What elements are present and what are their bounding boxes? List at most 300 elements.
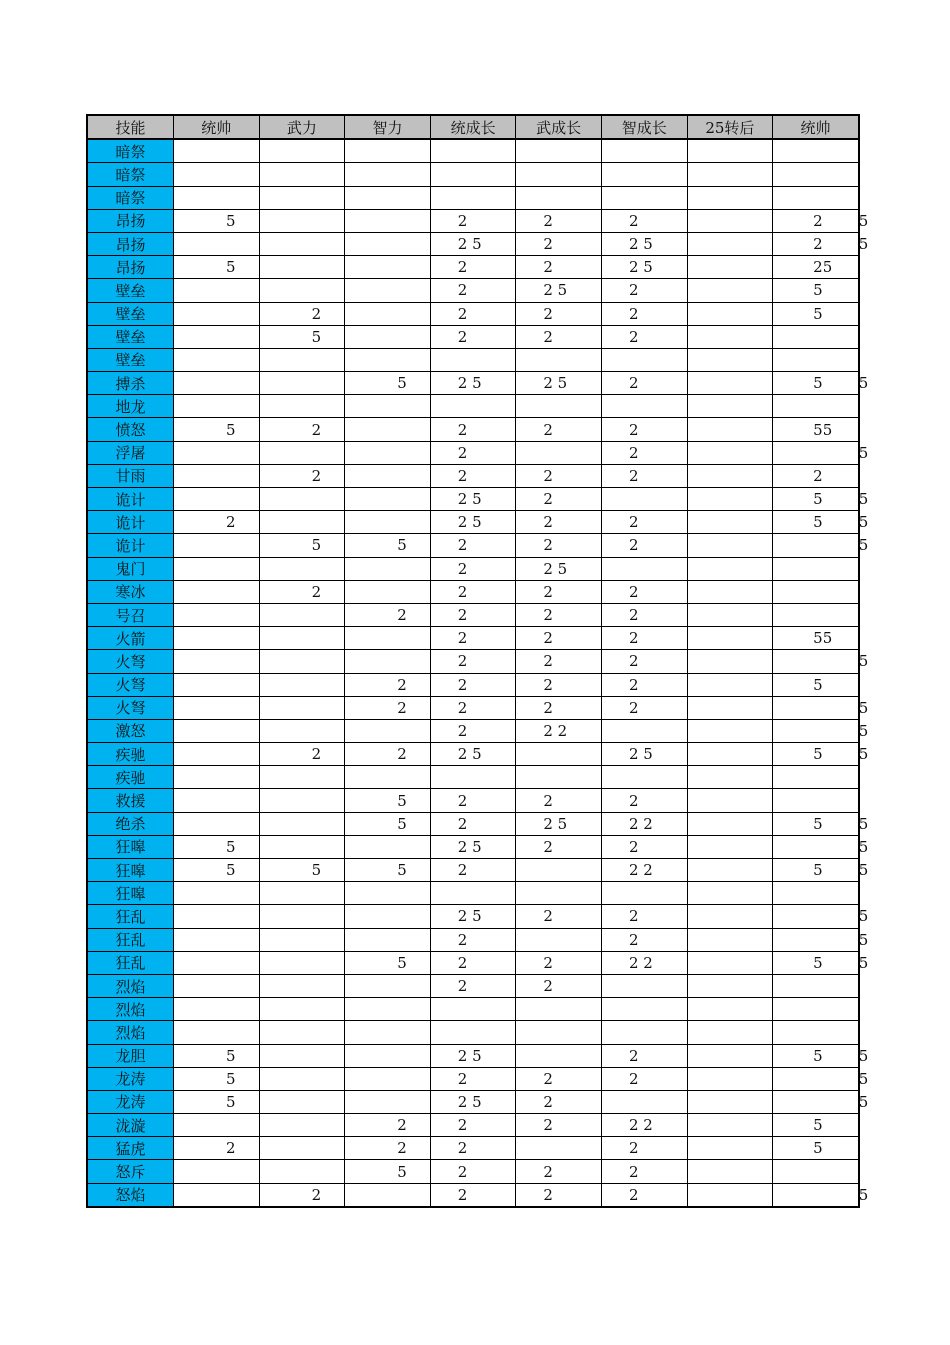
value-cell[interactable]: [687, 998, 773, 1021]
value-cell[interactable]: [687, 256, 773, 279]
skill-name-cell[interactable]: 鬼门: [87, 557, 174, 580]
value-cell[interactable]: [345, 325, 431, 348]
value-cell[interactable]: [174, 1044, 260, 1067]
value-cell[interactable]: [259, 882, 345, 905]
value-cell[interactable]: [773, 209, 869, 232]
value-cell[interactable]: [687, 928, 773, 951]
value-cell[interactable]: [687, 1067, 773, 1090]
value-cell[interactable]: [687, 395, 773, 418]
value-cell[interactable]: [687, 1021, 773, 1044]
value-cell[interactable]: [687, 1114, 773, 1137]
value-cell[interactable]: [345, 511, 431, 534]
value-cell[interactable]: [516, 1044, 602, 1067]
value-cell[interactable]: [259, 418, 345, 441]
value-cell[interactable]: [601, 1114, 687, 1137]
value-cell[interactable]: [601, 998, 687, 1021]
value-cell[interactable]: [773, 928, 869, 951]
value-cell[interactable]: [430, 696, 516, 719]
value-cell[interactable]: [174, 511, 260, 534]
value-cell[interactable]: [773, 719, 869, 742]
skill-name-cell[interactable]: 烈焰: [87, 998, 174, 1021]
value-cell[interactable]: [516, 603, 602, 626]
value-cell[interactable]: [174, 627, 260, 650]
value-cell[interactable]: [601, 534, 687, 557]
value-cell[interactable]: [773, 139, 859, 163]
value-cell[interactable]: [430, 302, 516, 325]
value-cell[interactable]: [174, 812, 260, 835]
value-cell[interactable]: [259, 348, 345, 371]
value-cell[interactable]: [601, 395, 687, 418]
skill-name-cell[interactable]: 狂乱: [87, 905, 174, 928]
header-cell[interactable]: 武成长: [516, 115, 602, 139]
value-cell[interactable]: [687, 348, 773, 371]
value-cell[interactable]: [174, 232, 260, 255]
value-cell[interactable]: [601, 743, 687, 766]
value-cell[interactable]: [345, 882, 431, 905]
value-cell[interactable]: [430, 372, 516, 395]
value-cell[interactable]: [259, 279, 345, 302]
value-cell[interactable]: [345, 673, 431, 696]
value-cell[interactable]: [174, 348, 260, 371]
value-cell[interactable]: [516, 372, 602, 395]
value-cell[interactable]: [259, 928, 345, 951]
value-cell[interactable]: [430, 928, 516, 951]
value-cell[interactable]: [430, 1044, 516, 1067]
value-cell[interactable]: [259, 650, 345, 673]
value-cell[interactable]: [516, 464, 602, 487]
skill-name-cell[interactable]: 暗祭: [87, 186, 174, 209]
value-cell[interactable]: [516, 186, 602, 209]
skill-name-cell[interactable]: 壁垒: [87, 348, 174, 371]
value-cell[interactable]: [174, 1183, 260, 1207]
header-cell[interactable]: 25转后: [687, 115, 773, 139]
value-cell[interactable]: [259, 905, 345, 928]
value-cell[interactable]: [259, 580, 345, 603]
value-cell[interactable]: [687, 603, 773, 626]
value-cell[interactable]: [601, 1183, 687, 1207]
value-cell[interactable]: [174, 1114, 260, 1137]
value-cell[interactable]: [516, 974, 602, 997]
value-cell[interactable]: [430, 743, 516, 766]
value-cell[interactable]: [687, 882, 773, 905]
value-cell[interactable]: [687, 905, 773, 928]
value-cell[interactable]: [259, 534, 345, 557]
value-cell[interactable]: [345, 186, 431, 209]
value-cell[interactable]: [174, 974, 260, 997]
skill-name-cell[interactable]: 怒焰: [87, 1183, 174, 1207]
value-cell[interactable]: [174, 905, 260, 928]
value-cell[interactable]: [174, 534, 260, 557]
skill-name-cell[interactable]: 绝杀: [87, 812, 174, 835]
value-cell[interactable]: [174, 673, 260, 696]
value-cell[interactable]: [174, 835, 260, 858]
value-cell[interactable]: [687, 1137, 773, 1160]
value-cell[interactable]: [174, 302, 260, 325]
value-cell[interactable]: [601, 859, 687, 882]
value-cell[interactable]: [687, 696, 773, 719]
value-cell[interactable]: [601, 719, 687, 742]
value-cell[interactable]: [174, 580, 260, 603]
value-cell[interactable]: [345, 1021, 431, 1044]
value-cell[interactable]: [345, 302, 431, 325]
value-cell[interactable]: [430, 1090, 516, 1113]
value-cell[interactable]: [516, 673, 602, 696]
value-cell[interactable]: [174, 789, 260, 812]
value-cell[interactable]: [345, 139, 431, 163]
value-cell[interactable]: [430, 279, 516, 302]
value-cell[interactable]: [601, 812, 687, 835]
value-cell[interactable]: [773, 163, 859, 186]
value-cell[interactable]: [516, 696, 602, 719]
skill-name-cell[interactable]: 浮屠: [87, 441, 174, 464]
value-cell[interactable]: [174, 325, 260, 348]
value-cell[interactable]: [601, 650, 687, 673]
value-cell[interactable]: [259, 951, 345, 974]
value-cell[interactable]: [345, 650, 431, 673]
value-cell[interactable]: [174, 1160, 260, 1183]
value-cell[interactable]: [345, 1090, 431, 1113]
skill-name-cell[interactable]: 狂嗥: [87, 882, 174, 905]
value-cell[interactable]: [773, 859, 869, 882]
value-cell[interactable]: [516, 719, 602, 742]
value-cell[interactable]: [174, 928, 260, 951]
value-cell[interactable]: [773, 186, 859, 209]
value-cell[interactable]: [430, 1183, 516, 1207]
skill-name-cell[interactable]: 火箭: [87, 627, 174, 650]
value-cell[interactable]: [601, 279, 687, 302]
skill-name-cell[interactable]: 火弩: [87, 650, 174, 673]
value-cell[interactable]: [345, 580, 431, 603]
header-cell[interactable]: 技能: [87, 115, 174, 139]
value-cell[interactable]: [174, 441, 260, 464]
value-cell[interactable]: [174, 719, 260, 742]
value-cell[interactable]: [601, 163, 687, 186]
value-cell[interactable]: [174, 372, 260, 395]
value-cell[interactable]: [773, 418, 859, 441]
value-cell[interactable]: [174, 1090, 260, 1113]
value-cell[interactable]: [174, 139, 260, 163]
value-cell[interactable]: [345, 395, 431, 418]
value-cell[interactable]: [174, 557, 260, 580]
value-cell[interactable]: [601, 464, 687, 487]
value-cell[interactable]: [516, 835, 602, 858]
value-cell[interactable]: [773, 951, 869, 974]
value-cell[interactable]: [687, 418, 773, 441]
value-cell[interactable]: [773, 603, 859, 626]
value-cell[interactable]: [430, 348, 516, 371]
value-cell[interactable]: [773, 372, 869, 395]
value-cell[interactable]: [259, 859, 345, 882]
value-cell[interactable]: [345, 209, 431, 232]
value-cell[interactable]: [259, 163, 345, 186]
value-cell[interactable]: [430, 557, 516, 580]
value-cell[interactable]: [430, 511, 516, 534]
value-cell[interactable]: [687, 650, 773, 673]
value-cell[interactable]: [601, 325, 687, 348]
value-cell[interactable]: [687, 1160, 773, 1183]
value-cell[interactable]: [773, 1160, 859, 1183]
value-cell[interactable]: [345, 372, 431, 395]
value-cell[interactable]: [430, 395, 516, 418]
skill-name-cell[interactable]: 搏杀: [87, 372, 174, 395]
value-cell[interactable]: [174, 418, 260, 441]
value-cell[interactable]: [516, 511, 602, 534]
skill-name-cell[interactable]: 号召: [87, 603, 174, 626]
value-cell[interactable]: [516, 882, 602, 905]
skill-name-cell[interactable]: 怒斥: [87, 1160, 174, 1183]
value-cell[interactable]: [601, 1160, 687, 1183]
value-cell[interactable]: [601, 256, 687, 279]
value-cell[interactable]: [601, 835, 687, 858]
value-cell[interactable]: [430, 766, 516, 789]
value-cell[interactable]: [516, 766, 602, 789]
value-cell[interactable]: [430, 325, 516, 348]
skill-name-cell[interactable]: 火弩: [87, 673, 174, 696]
value-cell[interactable]: [259, 441, 345, 464]
value-cell[interactable]: [259, 974, 345, 997]
value-cell[interactable]: [430, 488, 516, 511]
value-cell[interactable]: [174, 859, 260, 882]
value-cell[interactable]: [601, 232, 687, 255]
skill-name-cell[interactable]: 暗祭: [87, 163, 174, 186]
value-cell[interactable]: [773, 743, 869, 766]
value-cell[interactable]: [259, 232, 345, 255]
value-cell[interactable]: [430, 534, 516, 557]
value-cell[interactable]: [687, 186, 773, 209]
value-cell[interactable]: [601, 557, 687, 580]
skill-name-cell[interactable]: 龙涛: [87, 1090, 174, 1113]
value-cell[interactable]: [773, 812, 869, 835]
header-cell[interactable]: 统成长: [430, 115, 516, 139]
value-cell[interactable]: [430, 256, 516, 279]
value-cell[interactable]: [516, 1160, 602, 1183]
value-cell[interactable]: [773, 348, 859, 371]
value-cell[interactable]: [687, 743, 773, 766]
skill-name-cell[interactable]: 烈焰: [87, 1021, 174, 1044]
value-cell[interactable]: [174, 998, 260, 1021]
skill-name-cell[interactable]: 诡计: [87, 511, 174, 534]
value-cell[interactable]: [601, 766, 687, 789]
value-cell[interactable]: [516, 302, 602, 325]
header-cell[interactable]: 统帅: [773, 115, 859, 139]
skill-name-cell[interactable]: 寒冰: [87, 580, 174, 603]
value-cell[interactable]: [773, 998, 859, 1021]
value-cell[interactable]: [430, 1067, 516, 1090]
value-cell[interactable]: [773, 256, 859, 279]
value-cell[interactable]: [259, 1021, 345, 1044]
value-cell[interactable]: [430, 974, 516, 997]
value-cell[interactable]: [174, 488, 260, 511]
value-cell[interactable]: [259, 209, 345, 232]
value-cell[interactable]: [601, 488, 687, 511]
value-cell[interactable]: [516, 627, 602, 650]
value-cell[interactable]: [516, 928, 602, 951]
skill-name-cell[interactable]: 狂嗥: [87, 859, 174, 882]
value-cell[interactable]: [259, 1044, 345, 1067]
value-cell[interactable]: [174, 1067, 260, 1090]
value-cell[interactable]: [516, 395, 602, 418]
value-cell[interactable]: [687, 1183, 773, 1207]
value-cell[interactable]: [773, 673, 859, 696]
value-cell[interactable]: [174, 1021, 260, 1044]
value-cell[interactable]: [259, 488, 345, 511]
value-cell[interactable]: [174, 186, 260, 209]
skill-name-cell[interactable]: 狂嗥: [87, 835, 174, 858]
value-cell[interactable]: [601, 1044, 687, 1067]
value-cell[interactable]: [345, 1067, 431, 1090]
value-cell[interactable]: [174, 279, 260, 302]
value-cell[interactable]: [601, 1067, 687, 1090]
value-cell[interactable]: [773, 1137, 859, 1160]
value-cell[interactable]: [430, 1137, 516, 1160]
value-cell[interactable]: [687, 1090, 773, 1113]
value-cell[interactable]: [345, 1114, 431, 1137]
value-cell[interactable]: [345, 928, 431, 951]
value-cell[interactable]: [687, 951, 773, 974]
value-cell[interactable]: [601, 974, 687, 997]
value-cell[interactable]: [430, 163, 516, 186]
value-cell[interactable]: [174, 743, 260, 766]
value-cell[interactable]: [516, 209, 602, 232]
skill-name-cell[interactable]: 昂扬: [87, 209, 174, 232]
value-cell[interactable]: [345, 534, 431, 557]
value-cell[interactable]: [601, 441, 687, 464]
skill-name-cell[interactable]: 疾驰: [87, 766, 174, 789]
header-cell[interactable]: 智力: [345, 115, 431, 139]
value-cell[interactable]: [773, 905, 869, 928]
value-cell[interactable]: [259, 1114, 345, 1137]
value-cell[interactable]: [174, 650, 260, 673]
value-cell[interactable]: [516, 348, 602, 371]
value-cell[interactable]: [601, 348, 687, 371]
value-cell[interactable]: [259, 1137, 345, 1160]
value-cell[interactable]: [345, 232, 431, 255]
value-cell[interactable]: [174, 1137, 260, 1160]
value-cell[interactable]: [259, 998, 345, 1021]
value-cell[interactable]: [259, 1160, 345, 1183]
value-cell[interactable]: [687, 812, 773, 835]
value-cell[interactable]: [174, 163, 260, 186]
skill-name-cell[interactable]: 诡计: [87, 534, 174, 557]
value-cell[interactable]: [345, 835, 431, 858]
skill-name-cell[interactable]: 甘雨: [87, 464, 174, 487]
value-cell[interactable]: [430, 812, 516, 835]
value-cell[interactable]: [773, 511, 869, 534]
value-cell[interactable]: [773, 534, 869, 557]
value-cell[interactable]: [174, 464, 260, 487]
value-cell[interactable]: [345, 418, 431, 441]
value-cell[interactable]: [430, 603, 516, 626]
value-cell[interactable]: [516, 232, 602, 255]
skill-name-cell[interactable]: 壁垒: [87, 279, 174, 302]
value-cell[interactable]: [345, 279, 431, 302]
value-cell[interactable]: [345, 1160, 431, 1183]
value-cell[interactable]: [259, 395, 345, 418]
value-cell[interactable]: [430, 835, 516, 858]
value-cell[interactable]: [174, 766, 260, 789]
value-cell[interactable]: [773, 627, 859, 650]
value-cell[interactable]: [516, 1090, 602, 1113]
value-cell[interactable]: [773, 650, 869, 673]
skill-name-cell[interactable]: 龙涛: [87, 1067, 174, 1090]
value-cell[interactable]: [345, 812, 431, 835]
value-cell[interactable]: [773, 441, 869, 464]
value-cell[interactable]: [345, 766, 431, 789]
value-cell[interactable]: [259, 835, 345, 858]
value-cell[interactable]: [773, 325, 859, 348]
value-cell[interactable]: [773, 1044, 869, 1067]
value-cell[interactable]: [430, 650, 516, 673]
header-cell[interactable]: 武力: [259, 115, 345, 139]
value-cell[interactable]: [687, 974, 773, 997]
value-cell[interactable]: [174, 696, 260, 719]
skill-name-cell[interactable]: 烈焰: [87, 974, 174, 997]
value-cell[interactable]: [259, 696, 345, 719]
skill-name-cell[interactable]: 昂扬: [87, 232, 174, 255]
value-cell[interactable]: [687, 627, 773, 650]
value-cell[interactable]: [773, 696, 869, 719]
value-cell[interactable]: [687, 789, 773, 812]
header-cell[interactable]: 智成长: [601, 115, 687, 139]
value-cell[interactable]: [430, 789, 516, 812]
skill-name-cell[interactable]: 狂乱: [87, 951, 174, 974]
value-cell[interactable]: [430, 186, 516, 209]
value-cell[interactable]: [687, 325, 773, 348]
value-cell[interactable]: [345, 488, 431, 511]
value-cell[interactable]: [773, 464, 859, 487]
value-cell[interactable]: [601, 372, 687, 395]
value-cell[interactable]: [687, 464, 773, 487]
value-cell[interactable]: [430, 859, 516, 882]
value-cell[interactable]: [430, 998, 516, 1021]
value-cell[interactable]: [773, 766, 859, 789]
skill-name-cell[interactable]: 壁垒: [87, 302, 174, 325]
value-cell[interactable]: [345, 743, 431, 766]
value-cell[interactable]: [601, 1021, 687, 1044]
value-cell[interactable]: [773, 974, 859, 997]
value-cell[interactable]: [259, 627, 345, 650]
value-cell[interactable]: [773, 302, 859, 325]
value-cell[interactable]: [687, 673, 773, 696]
value-cell[interactable]: [345, 1044, 431, 1067]
value-cell[interactable]: [687, 766, 773, 789]
value-cell[interactable]: [259, 302, 345, 325]
value-cell[interactable]: [601, 905, 687, 928]
value-cell[interactable]: [773, 580, 859, 603]
value-cell[interactable]: [345, 603, 431, 626]
value-cell[interactable]: [516, 279, 602, 302]
value-cell[interactable]: [174, 603, 260, 626]
value-cell[interactable]: [516, 1114, 602, 1137]
value-cell[interactable]: [516, 557, 602, 580]
value-cell[interactable]: [259, 1183, 345, 1207]
value-cell[interactable]: [345, 256, 431, 279]
value-cell[interactable]: [601, 186, 687, 209]
value-cell[interactable]: [259, 256, 345, 279]
value-cell[interactable]: [430, 209, 516, 232]
value-cell[interactable]: [773, 279, 859, 302]
skill-name-cell[interactable]: 诡计: [87, 488, 174, 511]
value-cell[interactable]: [259, 719, 345, 742]
value-cell[interactable]: [773, 789, 859, 812]
value-cell[interactable]: [687, 232, 773, 255]
value-cell[interactable]: [773, 1114, 859, 1137]
value-cell[interactable]: [516, 418, 602, 441]
value-cell[interactable]: [345, 1183, 431, 1207]
value-cell[interactable]: [773, 395, 859, 418]
value-cell[interactable]: [345, 557, 431, 580]
value-cell[interactable]: [516, 998, 602, 1021]
